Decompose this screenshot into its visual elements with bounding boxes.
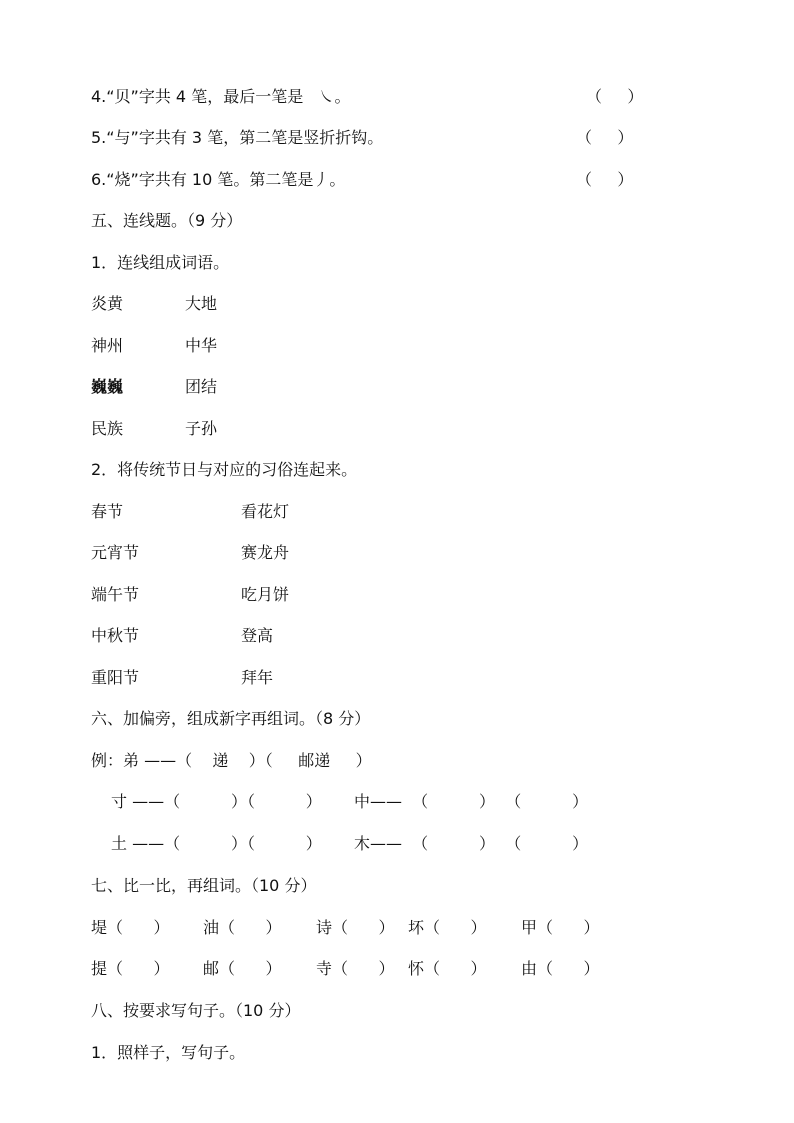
match-left-word[interactable]: 炎黄 [91,294,124,313]
match-right-word[interactable]: 子孙 [185,419,218,438]
match-left-word[interactable]: 民族 [91,419,124,438]
match-left-word[interactable]: 巍巍 [91,377,124,396]
compare-word-blank[interactable]: 邮（ ） [203,959,282,978]
match-left-word[interactable]: 神州 [91,336,124,355]
match-right-word[interactable]: 中华 [185,336,218,355]
compare-word-blank[interactable]: 提（ ） [91,959,170,978]
judge-answer-paren-5[interactable]: （ ） [576,128,634,147]
judge-item-6: 6.“烧”字共有 10 笔。第二笔是丿。 [91,170,346,189]
compare-word-blank[interactable]: 甲（ ） [521,918,600,937]
section-8-title: 八、按要求写句子。（10 分） [91,1001,301,1020]
judge-answer-paren-4[interactable]: （ ） [586,87,644,106]
match-right-word[interactable]: 大地 [185,294,218,313]
festival-custom[interactable]: 登高 [241,626,274,645]
section-8-q1-title: 1．照样子，写句子。 [91,1043,246,1062]
judge-answer-paren-6[interactable]: （ ） [576,170,634,189]
festival-name[interactable]: 中秋节 [91,626,140,645]
compare-word-blank[interactable]: 由（ ） [521,959,600,978]
radical-row-tu[interactable]: 土 ——（ ）（ ） [111,834,322,853]
radical-row-zhong[interactable]: 中—— （ ） （ ） [354,792,589,811]
judge-item-4: 4.“贝”字共 4 笔，最后一笔是 ㇏。 [91,87,351,106]
radical-row-cun[interactable]: 寸 ——（ ）（ ） [111,792,322,811]
compare-word-blank[interactable]: 寺（ ） [316,959,395,978]
section-5-q2-title: 2．将传统节日与对应的习俗连起来。 [91,460,358,479]
festival-custom[interactable]: 吃月饼 [241,585,290,604]
section-7-title: 七、比一比，再组词。（10 分） [91,876,317,895]
compare-word-blank[interactable]: 堤（ ） [91,918,170,937]
festival-custom[interactable]: 看花灯 [241,502,290,521]
compare-word-blank[interactable]: 诗（ ） [316,918,395,937]
radical-row-mu[interactable]: 木—— （ ） （ ） [354,834,589,853]
festival-name[interactable]: 元宵节 [91,543,140,562]
section-5-title: 五、连线题。（9 分） [91,211,243,230]
festival-name[interactable]: 端午节 [91,585,140,604]
compare-word-blank[interactable]: 坏（ ） [408,918,487,937]
festival-custom[interactable]: 赛龙舟 [241,543,290,562]
match-right-word[interactable]: 团结 [185,377,218,396]
festival-name[interactable]: 春节 [91,502,124,521]
section-6-title: 六、加偏旁，组成新字再组词。（8 分） [91,709,371,728]
section-5-q1-title: 1．连线组成词语。 [91,253,230,272]
festival-custom[interactable]: 拜年 [241,668,274,687]
compare-word-blank[interactable]: 油（ ） [203,918,282,937]
festival-name[interactable]: 重阳节 [91,668,140,687]
compare-word-blank[interactable]: 怀（ ） [408,959,487,978]
judge-item-5: 5.“与”字共有 3 笔，第二笔是竖折折钩。 [91,128,384,147]
section-6-example: 例：弟 ——（ 递 ）（ 邮递 ） [91,751,372,770]
